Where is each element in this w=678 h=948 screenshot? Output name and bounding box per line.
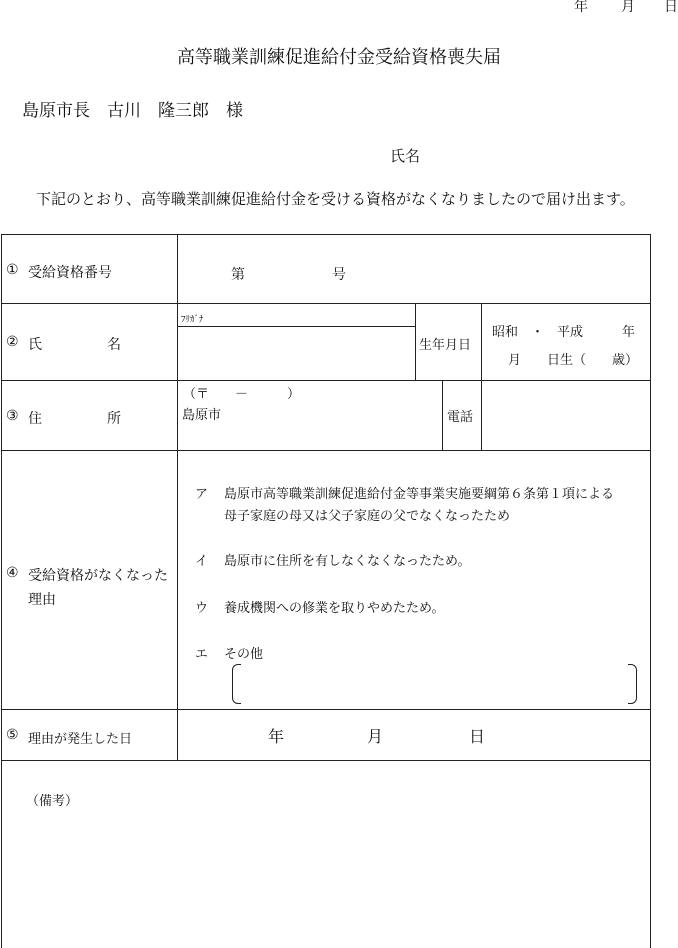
row3-label-a: 住	[28, 411, 42, 427]
row2-label-a: 氏	[28, 337, 42, 353]
row4-label-line1: 受給資格がなくなった	[28, 568, 168, 584]
addressee: 島原市長 古川 隆三郎 様	[22, 101, 243, 121]
reason-d-text: その他	[224, 647, 264, 662]
reason-a-line1: 島原市高等職業訓練促進給付金等事業実施要綱第６条第１項による	[224, 487, 615, 502]
reason-a-line2: 母子家庭の母又は父子家庭の父でなくなったため	[224, 509, 511, 524]
row4-label-line2: 理由	[28, 592, 56, 608]
occur-month: 月	[367, 727, 384, 746]
row4-number: ④	[6, 565, 19, 581]
row1-dai: 第	[231, 267, 245, 283]
date-month: 月	[621, 0, 635, 15]
row2-label-b: 名	[107, 337, 121, 353]
reason-d-mark: エ	[195, 647, 209, 662]
reason-b-text: 島原市に住所を有しなくなくなったため。	[224, 554, 471, 569]
row5-label: 理由が発生した日	[28, 732, 133, 747]
birthdate-label: 生年月日	[419, 338, 472, 353]
birth-date: 月 日生（ 歳）	[508, 353, 639, 368]
form-title: 高等職業訓練促進給付金受給資格喪失届	[177, 47, 501, 68]
row3-number: ③	[6, 408, 19, 424]
occur-year: 年	[268, 727, 285, 746]
date-year: 年	[574, 0, 588, 15]
phone-label: 電話	[447, 410, 474, 425]
row3-label-b: 所	[107, 411, 121, 427]
row1-go: 号	[332, 267, 346, 283]
furigana-label: ﾌﾘｶﾞﾅ	[181, 315, 204, 325]
row1-label: 受給資格番号	[28, 265, 112, 281]
postal-code: （〒 － ）	[183, 387, 301, 402]
reason-c-mark: ウ	[195, 601, 209, 616]
birth-era: 昭和 ・ 平成 年	[492, 325, 636, 340]
remarks-label: （備考）	[26, 794, 79, 809]
reason-c-text: 養成機関への修業を取りやめたため。	[224, 601, 445, 616]
address-city: 島原市	[182, 408, 222, 423]
row2-number: ②	[6, 334, 19, 350]
row1-number: ①	[6, 262, 19, 278]
reason-a-mark: ア	[195, 487, 209, 502]
form-table	[1, 234, 651, 948]
row5-number: ⑤	[6, 727, 19, 743]
other-bracket-left	[232, 664, 241, 704]
intro-text: 下記のとおり、高等職業訓練促進給付金を受ける資格がなくなりましたので届け出ます。	[36, 190, 635, 208]
other-bracket-right	[628, 664, 637, 704]
applicant-name-label: 氏名	[390, 147, 421, 165]
reason-b-mark: イ	[195, 554, 209, 569]
date-day: 日	[664, 0, 678, 15]
occur-day: 日	[469, 727, 486, 746]
